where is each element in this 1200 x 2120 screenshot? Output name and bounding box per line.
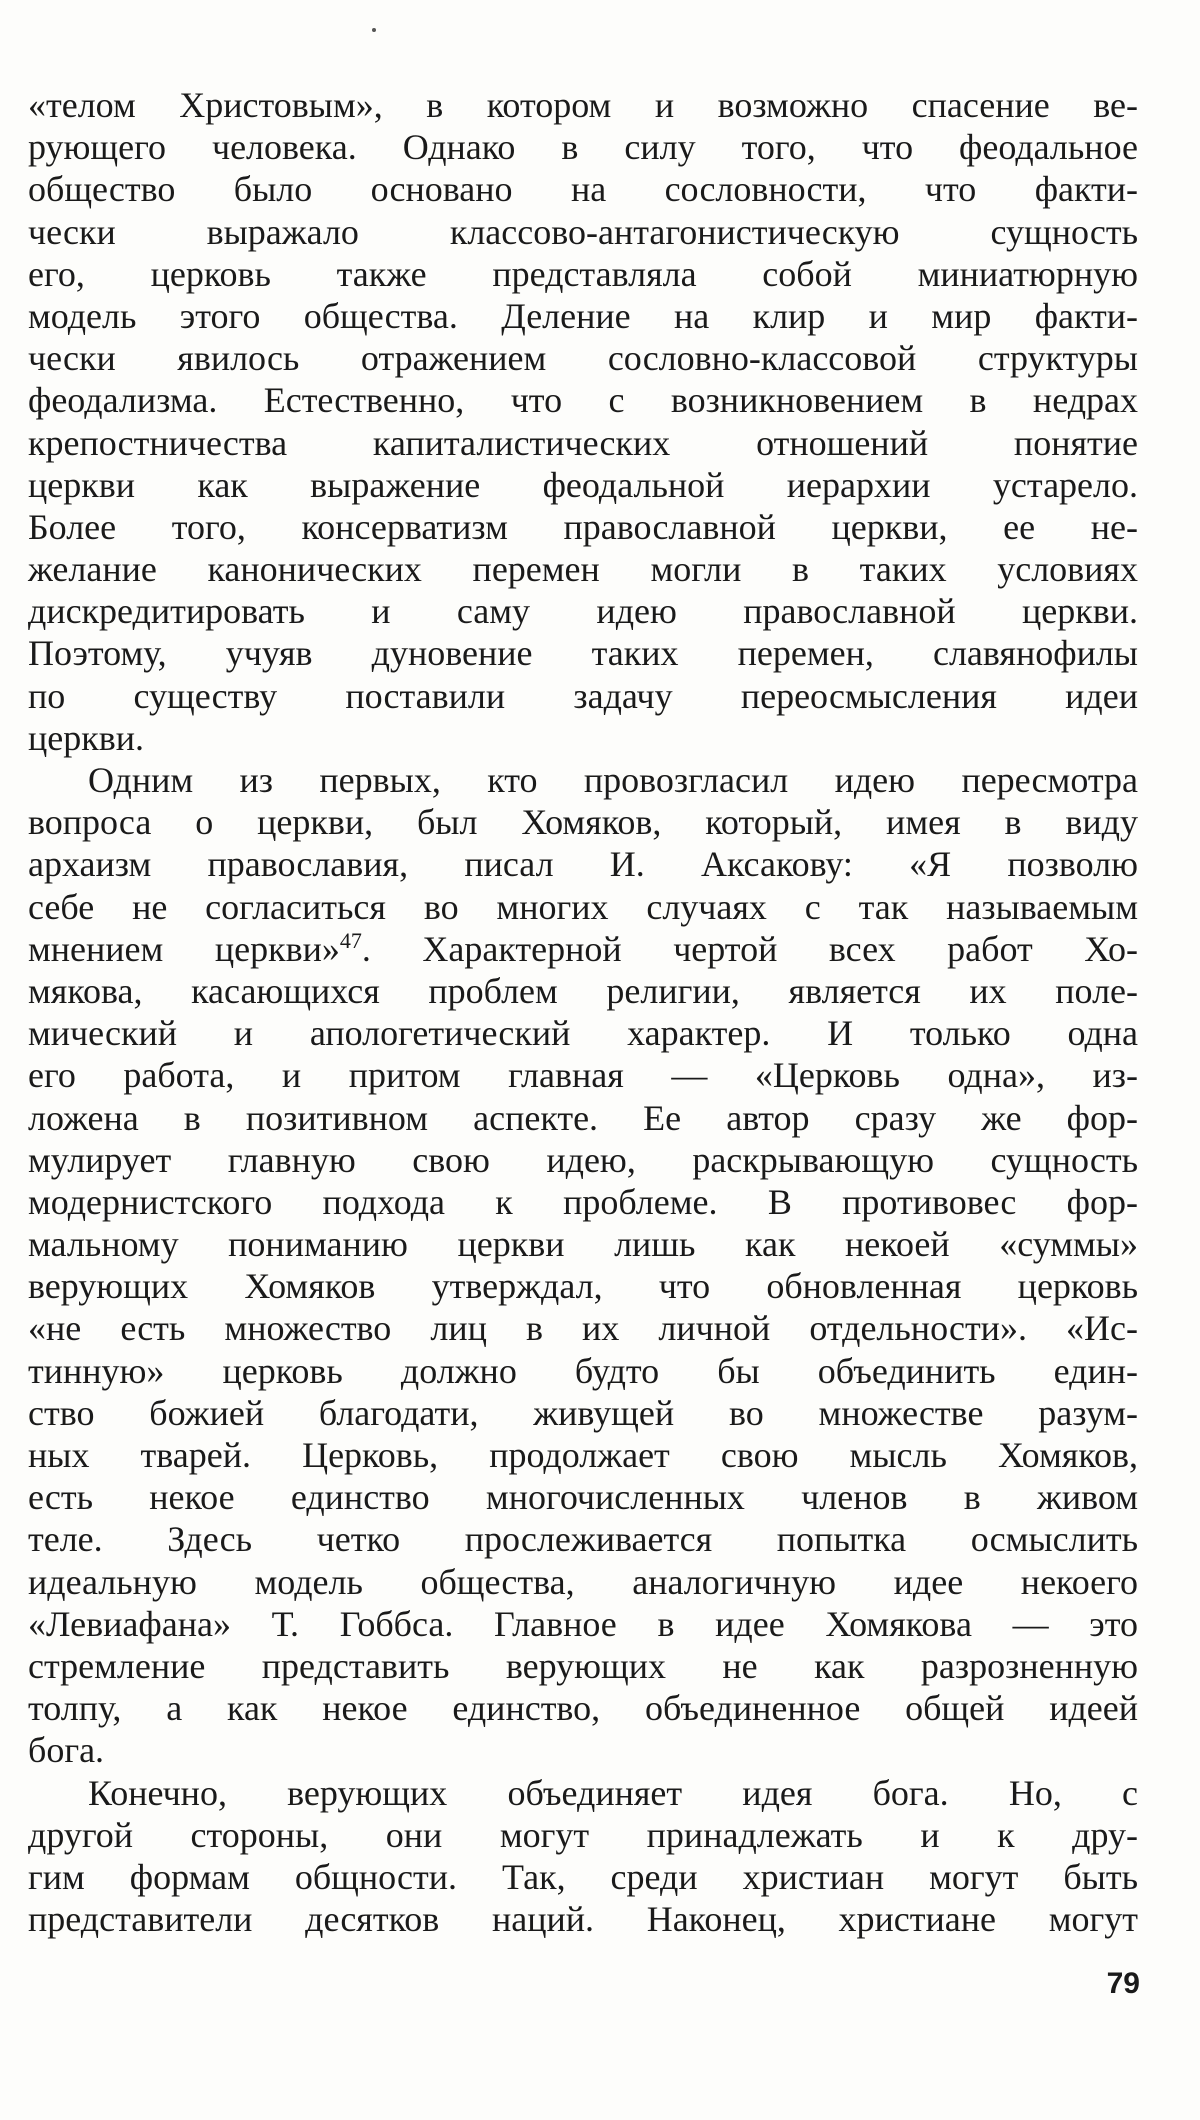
text-line: ных тварей. Церковь, продолжает свою мысль Хомяков, <box>28 1435 1138 1475</box>
text-line: по существу поставили задачу переосмысления идеи <box>28 675 1138 716</box>
text-line: вопроса о церкви, был Хомяков, который, имея в виду <box>28 802 1138 843</box>
text-line: гим формам общности. Так, среди христиан могут быть <box>28 1856 1138 1897</box>
text-segment: . Характерной чертой всех работ Хо- <box>361 928 1138 969</box>
text-line-with-footnote <box>28 928 1138 970</box>
text-segment: мнением церкви» <box>28 928 340 969</box>
text-line: Конечно, верующих объединяет идея бога. Но, с <box>88 1772 1138 1813</box>
paragraph-3 <box>28 1772 1138 1941</box>
text-line: церкви как выражение феодальной иерархии устарело. <box>28 464 1138 505</box>
text-line: верующих Хомяков утверждал, что обновленная церковь <box>28 1266 1138 1307</box>
text-line: другой стороны, они могут принадлежать и к дру- <box>28 1814 1138 1855</box>
text-line: модель этого общества. Деление на клир и мир факти- <box>28 295 1138 336</box>
text-line: его работа, и притом главная — «Церковь одна», из- <box>28 1055 1138 1096</box>
text-line: чески выражало классово-антагонистическую сущность <box>28 211 1138 252</box>
text-line: толпу, а как некое единство, объединенное общей идеей <box>28 1688 1138 1729</box>
body-text <box>28 84 1138 1940</box>
text-line: мальному пониманию церкви лишь как некоей «суммы» <box>28 1224 1138 1265</box>
page-number: 79 <box>1106 1967 1140 2000</box>
text-line: есть некое единство многочисленных членов в живом <box>28 1477 1138 1518</box>
text-line: себе не согласиться во многих случаях с так называемым <box>28 886 1138 927</box>
text-line: стремление представить верующих не как разрозненную <box>28 1645 1138 1686</box>
text-line: «Левиафана» Т. Гоббса. Главное в идее Хомякова — это <box>28 1603 1138 1644</box>
text-line: Более того, консерватизм православной церкви, ее не- <box>28 506 1138 547</box>
text-line: крепостничества капиталистических отношений понятие <box>28 422 1138 463</box>
footnote-reference: 47 <box>339 927 362 953</box>
text-line: архаизм православия, писал И. Аксакову: «Я позволю <box>28 844 1138 885</box>
text-line: «телом Христовым», в котором и возможно спасение ве- <box>28 85 1138 125</box>
text-line: мулирует главную свою идею, раскрывающую сущность <box>28 1139 1138 1180</box>
text-line: модернистского подхода к проблеме. В противовес фор- <box>28 1181 1138 1222</box>
text-line: теле. Здесь четко прослеживается попытка осмыслить <box>28 1519 1138 1560</box>
text-line: его, церковь также представляла собой миниатюрную <box>28 253 1138 294</box>
text-line: рующего человека. Однако в силу того, что феодальное <box>28 127 1138 168</box>
text-line: Поэтому, учуяв дуновение таких перемен, славянофилы <box>28 633 1138 674</box>
print-speck <box>372 28 376 32</box>
paragraph-1 <box>28 84 1138 759</box>
text-line: дискредитировать и саму идею православной церкви. <box>28 591 1138 632</box>
text-line: бога. <box>28 1730 105 1771</box>
text-line: ство божией благодати, живущей во множестве разум- <box>28 1392 1138 1433</box>
text-line: чески явилось отражением сословно-классовой структуры <box>28 338 1138 379</box>
text-line: церкви. <box>28 717 144 758</box>
text-line: тинную» церковь должно будто бы объединить един- <box>28 1350 1138 1391</box>
text-line: идеальную модель общества, аналогичную идее некоего <box>28 1561 1138 1602</box>
text-line: общество было основано на сословности, что факти- <box>28 169 1138 210</box>
text-line: мякова, касающихся проблем религии, является их поле- <box>28 970 1138 1011</box>
paragraph-2 <box>28 759 1138 1772</box>
text-line: мический и апологетический характер. И только одна <box>28 1013 1138 1054</box>
text-line: ложена в позитивном аспекте. Ее автор сразу же фор- <box>28 1097 1138 1138</box>
text-line: «не есть множество лиц в их личной отдельности». «Ис- <box>28 1308 1138 1349</box>
text-line: представители десятков наций. Наконец, христиане могут <box>28 1899 1138 1940</box>
text-line: желание канонических перемен могли в таких условиях <box>28 549 1138 590</box>
text-line: феодализма. Естественно, что с возникновением в недрах <box>28 380 1138 421</box>
text-line: Одним из первых, кто провозгласил идею пересмотра <box>88 760 1138 800</box>
